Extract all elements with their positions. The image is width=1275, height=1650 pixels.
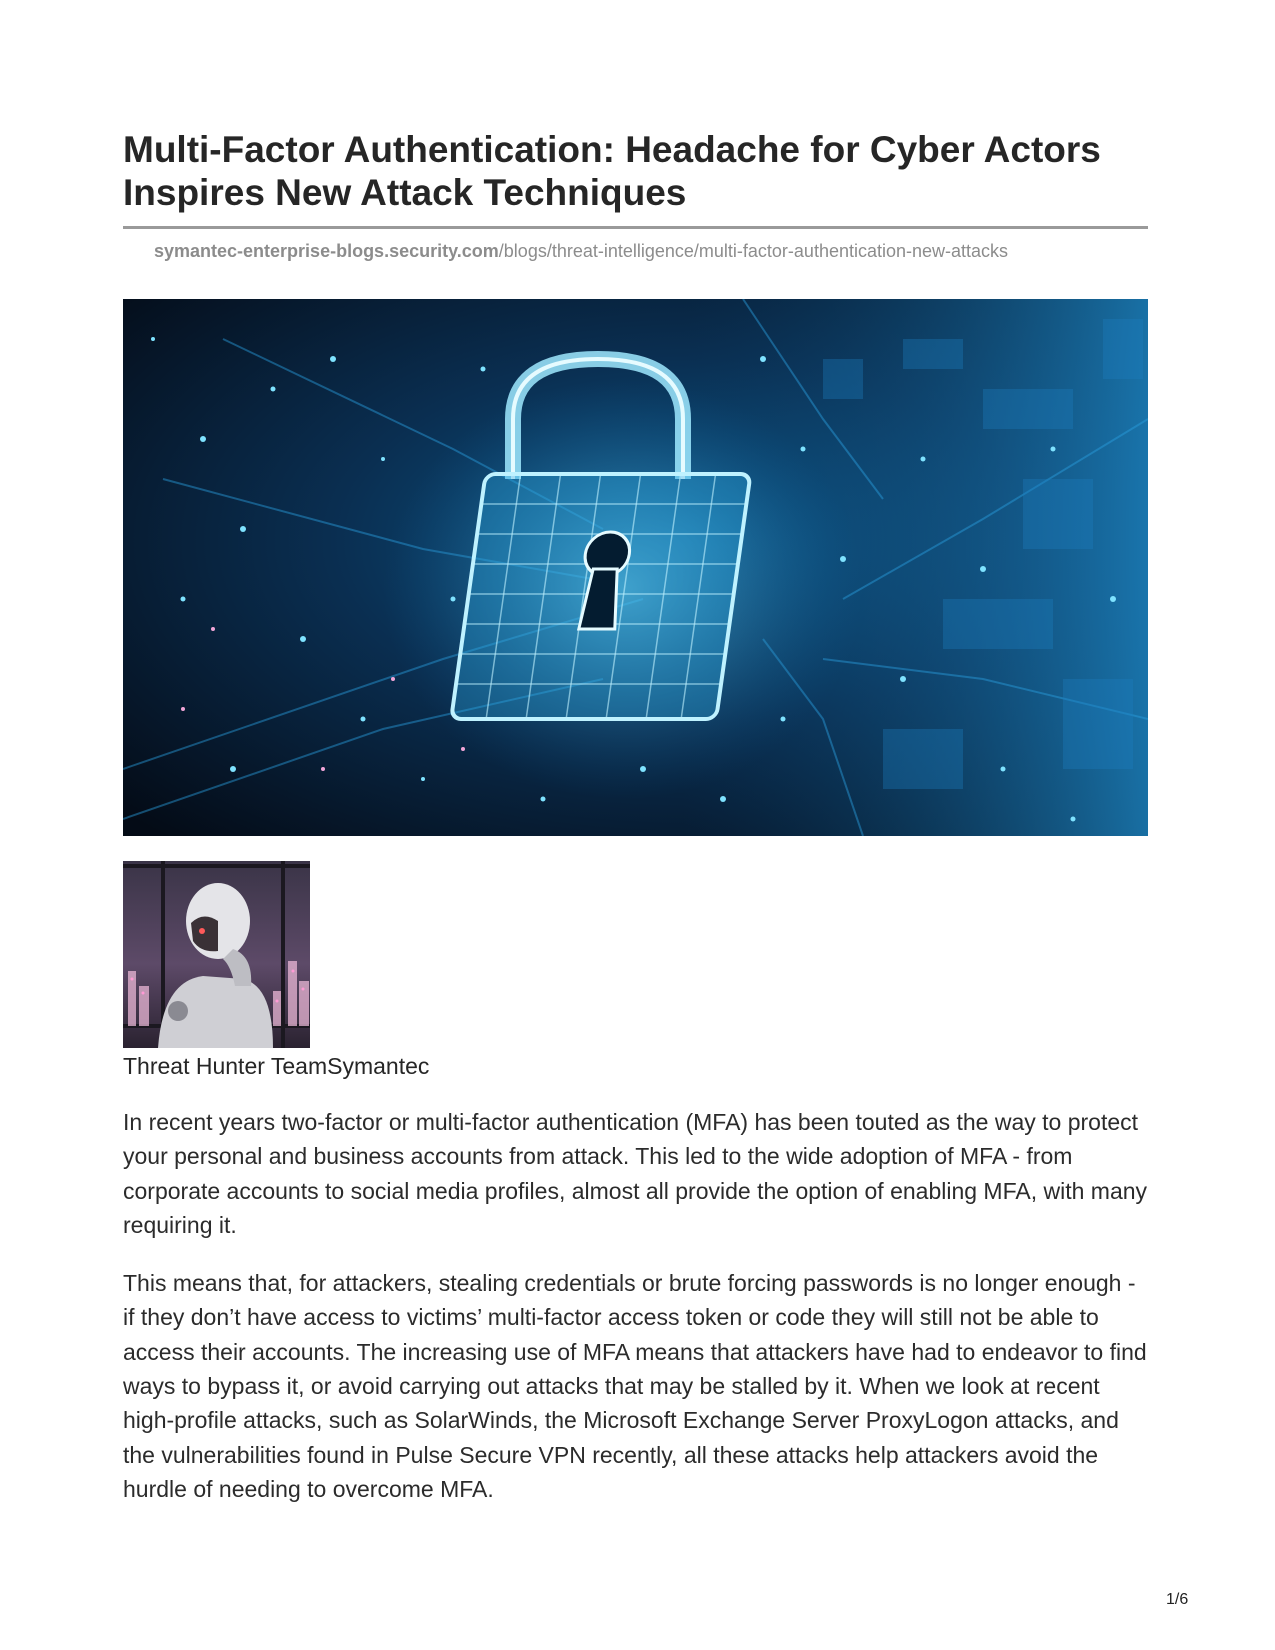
source-domain[interactable]: symantec-enterprise-blogs.security.com	[154, 241, 499, 261]
article	[123, 128, 1148, 1506]
robot-avatar-image	[123, 861, 310, 1048]
page-number: 1/6	[1166, 1591, 1189, 1608]
source-path[interactable]: /blogs/threat-intelligence/multi-factor-authentication-new-attacks	[498, 241, 1009, 261]
article-title: Multi-Factor Authentication: Headache for Cyber Actors Inspires New Attack Techniques	[123, 128, 1148, 229]
author-name: Threat Hunter TeamSymantec	[123, 1053, 430, 1079]
source-url[interactable]	[154, 239, 1148, 263]
body-paragraph: This means that, for attackers, stealing credentials or brute forcing passwords is no longer enough - if they don’t have access to victims’ multi-factor access token or code they will still not be able to access their accounts. The increasing use of MFA means that attackers have had to endeavor to find ways to bypass it, or avoid carrying out attacks that may be stalled by it. When we look at recent high-profile attacks, such as SolarWinds, the Microsoft Exchange Server ProxyLogon attacks, and the vulnerabilities found in Pulse Secure VPN recently, all these attacks help attackers avoid the hurdle of needing to overcome MFA.	[123, 1270, 1147, 1502]
body-paragraph: In recent years two-factor or multi-factor authentication (MFA) has been touted as the way to protect your personal and business accounts from attack. This led to the wide adoption of MFA - from corporate accounts to social media profiles, almost all provide the option of enabling MFA, with many requiring it.	[123, 1109, 1148, 1238]
padlock-circuit-board-image	[123, 299, 1148, 836]
